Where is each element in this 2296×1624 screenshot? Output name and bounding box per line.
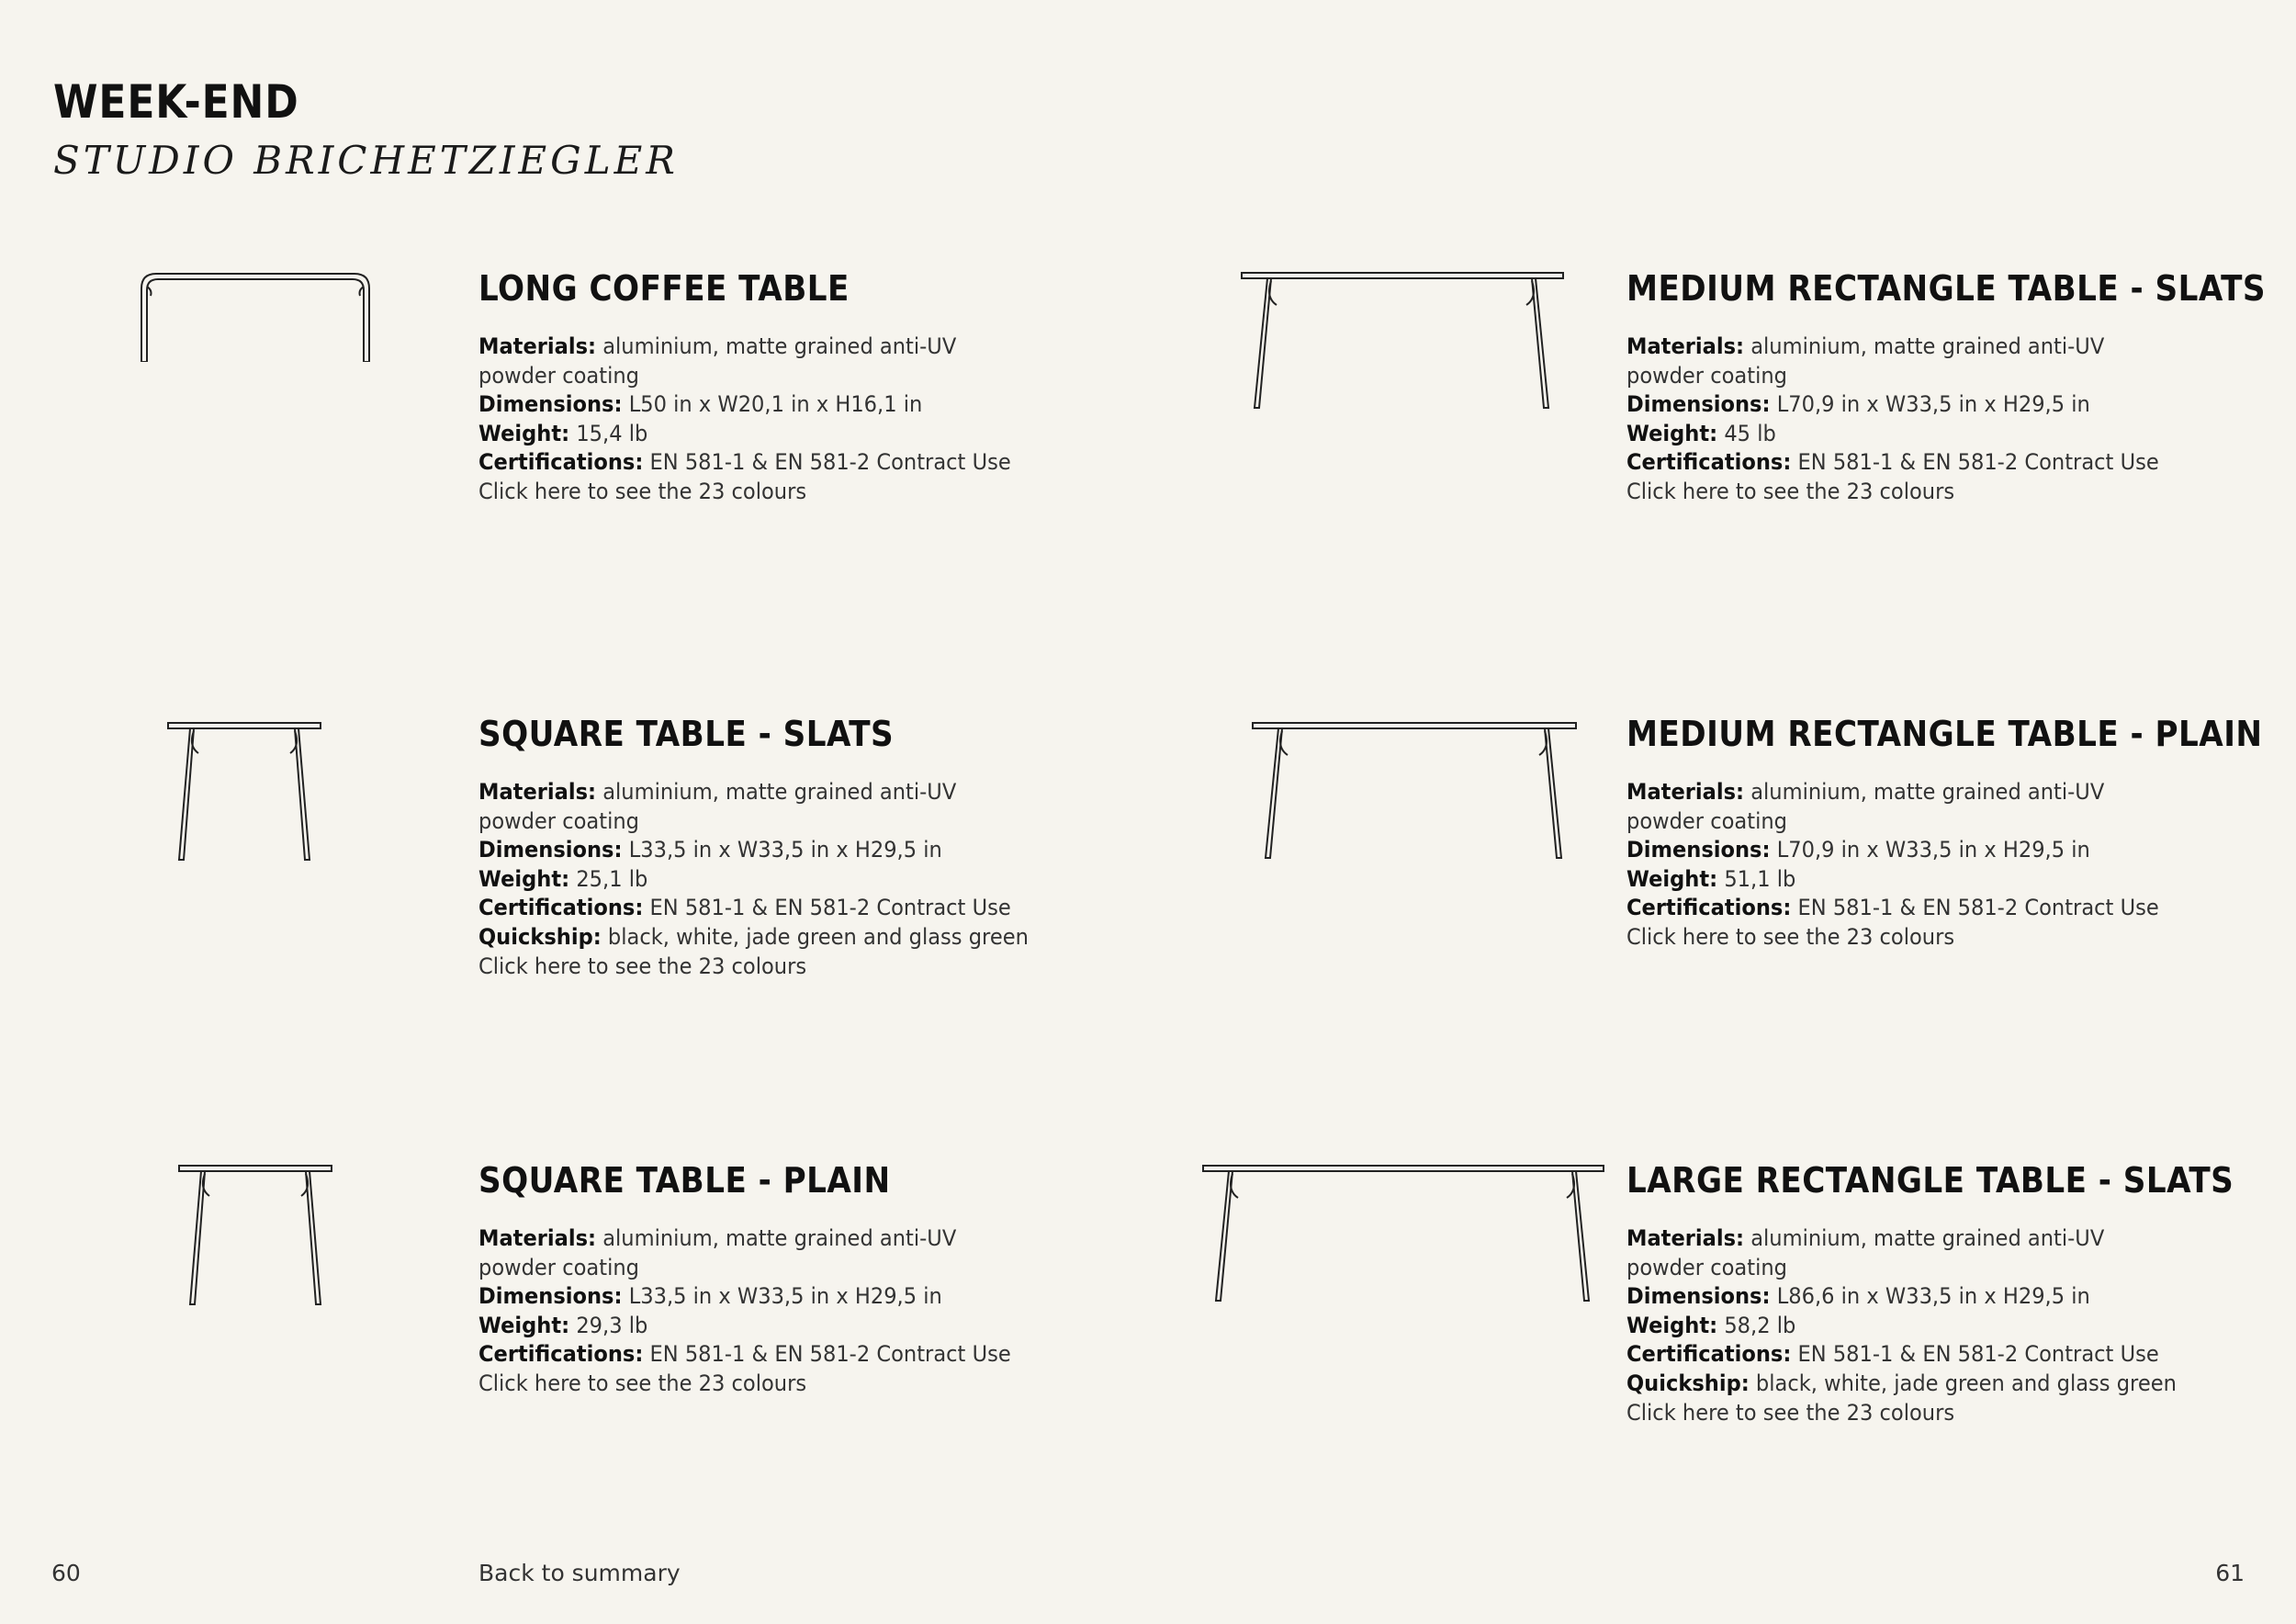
- dimensions-label: Dimensions:: [1626, 1283, 1771, 1310]
- weight-label: Weight:: [478, 1312, 570, 1338]
- colours-link[interactable]: Click here to see the 23 colours: [478, 1370, 807, 1396]
- materials-value: aluminium, matte grained anti-UV: [602, 1225, 957, 1251]
- product-specs: [478, 333, 1031, 507]
- certifications-label: Certifications:: [1626, 1341, 1792, 1368]
- weight-value: 15,4 lb: [576, 420, 648, 446]
- certifications-value: EN 581-1 & EN 581-2 Contract Use: [1797, 449, 2159, 476]
- colours-link[interactable]: Click here to see the 23 colours: [1626, 923, 1955, 950]
- materials-value: aluminium, matte grained anti-UV: [602, 779, 957, 805]
- page-title: WEEK-END: [53, 75, 299, 129]
- product-name: MEDIUM RECTANGLE TABLE - SLATS: [1626, 268, 2266, 309]
- page-number-left: 60: [51, 1560, 81, 1586]
- materials-label: Materials:: [478, 333, 597, 359]
- weight-value: 29,3 lb: [576, 1312, 648, 1338]
- weight-label: Weight:: [1626, 865, 1718, 892]
- product-name: MEDIUM RECTANGLE TABLE - PLAIN: [1626, 714, 2263, 754]
- materials-value-cont: powder coating: [1626, 1254, 1787, 1280]
- certifications-value: EN 581-1 & EN 581-2 Contract Use: [1797, 1341, 2159, 1368]
- weight-value: 51,1 lb: [1724, 865, 1796, 892]
- dimensions-value: L50 in x W20,1 in x H16,1 in: [628, 391, 923, 418]
- materials-value: aluminium, matte grained anti-UV: [1750, 779, 2105, 805]
- large-rectangle-table-slats-drawing: [1201, 1163, 1610, 1310]
- back-to-summary-link[interactable]: Back to summary: [478, 1560, 681, 1586]
- product-specs: [1626, 333, 2179, 507]
- medium-rectangle-table-slats-drawing: [1240, 270, 1570, 412]
- weight-label: Weight:: [478, 865, 570, 892]
- dimensions-value: L86,6 in x W33,5 in x H29,5 in: [1776, 1283, 2090, 1310]
- product-specs: [1626, 1224, 2179, 1427]
- materials-value: aluminium, matte grained anti-UV: [1750, 333, 2105, 359]
- square-table-plain-drawing: [176, 1163, 337, 1310]
- dimensions-label: Dimensions:: [1626, 837, 1771, 863]
- colours-link[interactable]: Click here to see the 23 colours: [478, 953, 807, 979]
- product-specs: [1626, 778, 2179, 953]
- materials-value-cont: powder coating: [478, 1254, 639, 1280]
- dimensions-label: Dimensions:: [478, 1283, 623, 1310]
- weight-value: 25,1 lb: [576, 865, 648, 892]
- materials-value: aluminium, matte grained anti-UV: [602, 333, 957, 359]
- certifications-value: EN 581-1 & EN 581-2 Contract Use: [1797, 895, 2159, 921]
- weight-value: 58,2 lb: [1724, 1312, 1796, 1338]
- certifications-value: EN 581-1 & EN 581-2 Contract Use: [649, 895, 1011, 921]
- colours-link[interactable]: Click here to see the 23 colours: [1626, 478, 1955, 504]
- materials-label: Materials:: [1626, 779, 1745, 805]
- dimensions-value: L33,5 in x W33,5 in x H29,5 in: [628, 1283, 942, 1310]
- quickship-value: black, white, jade green and glass green: [1755, 1370, 2177, 1396]
- weight-label: Weight:: [478, 420, 570, 446]
- weight-value: 45 lb: [1724, 420, 1776, 446]
- materials-value-cont: powder coating: [1626, 807, 1787, 834]
- dimensions-label: Dimensions:: [478, 837, 623, 863]
- materials-label: Materials:: [1626, 1225, 1745, 1251]
- certifications-value: EN 581-1 & EN 581-2 Contract Use: [649, 449, 1011, 476]
- page-number-right: 61: [2215, 1560, 2245, 1586]
- colours-link[interactable]: Click here to see the 23 colours: [478, 478, 807, 504]
- quickship-value: black, white, jade green and glass green: [607, 923, 1029, 950]
- product-square-table-slats: [478, 714, 1066, 981]
- weight-label: Weight:: [1626, 1312, 1718, 1338]
- product-long-coffee-table: [478, 268, 1066, 507]
- long-coffee-table-drawing: [134, 270, 377, 362]
- certifications-label: Certifications:: [478, 1341, 644, 1368]
- product-name: LARGE RECTANGLE TABLE - SLATS: [1626, 1160, 2234, 1201]
- materials-value-cont: powder coating: [1626, 362, 1787, 389]
- dimensions-value: L70,9 in x W33,5 in x H29,5 in: [1776, 837, 2090, 863]
- dimensions-label: Dimensions:: [1626, 391, 1771, 418]
- certifications-label: Certifications:: [478, 895, 644, 921]
- materials-value: aluminium, matte grained anti-UV: [1750, 1225, 2105, 1251]
- square-table-slats-drawing: [165, 720, 326, 863]
- medium-rectangle-table-plain-drawing: [1251, 720, 1581, 863]
- product-name: LONG COFFEE TABLE: [478, 268, 850, 309]
- materials-label: Materials:: [478, 779, 597, 805]
- certifications-label: Certifications:: [1626, 895, 1792, 921]
- designer-name: STUDIO BRICHETZIEGLER: [53, 138, 679, 183]
- materials-label: Materials:: [1626, 333, 1745, 359]
- product-specs: [478, 778, 1031, 981]
- quickship-label: Quickship:: [478, 923, 602, 950]
- dimensions-label: Dimensions:: [478, 391, 623, 418]
- certifications-value: EN 581-1 & EN 581-2 Contract Use: [649, 1341, 1011, 1368]
- product-specs: [478, 1224, 1031, 1399]
- dimensions-value: L70,9 in x W33,5 in x H29,5 in: [1776, 391, 2090, 418]
- materials-value-cont: powder coating: [478, 362, 639, 389]
- product-medium-rectangle-table-plain: [1626, 714, 2263, 953]
- product-name: SQUARE TABLE - PLAIN: [478, 1160, 891, 1201]
- product-name: SQUARE TABLE - SLATS: [478, 714, 895, 754]
- product-large-rectangle-table-slats: [1626, 1160, 2234, 1427]
- materials-label: Materials:: [478, 1225, 597, 1251]
- certifications-label: Certifications:: [478, 449, 644, 476]
- quickship-label: Quickship:: [1626, 1370, 1750, 1396]
- product-medium-rectangle-table-slats: [1626, 268, 2266, 507]
- colours-link[interactable]: Click here to see the 23 colours: [1626, 1399, 1955, 1426]
- weight-label: Weight:: [1626, 420, 1718, 446]
- dimensions-value: L33,5 in x W33,5 in x H29,5 in: [628, 837, 942, 863]
- materials-value-cont: powder coating: [478, 807, 639, 834]
- product-square-table-plain: [478, 1160, 1066, 1399]
- certifications-label: Certifications:: [1626, 449, 1792, 476]
